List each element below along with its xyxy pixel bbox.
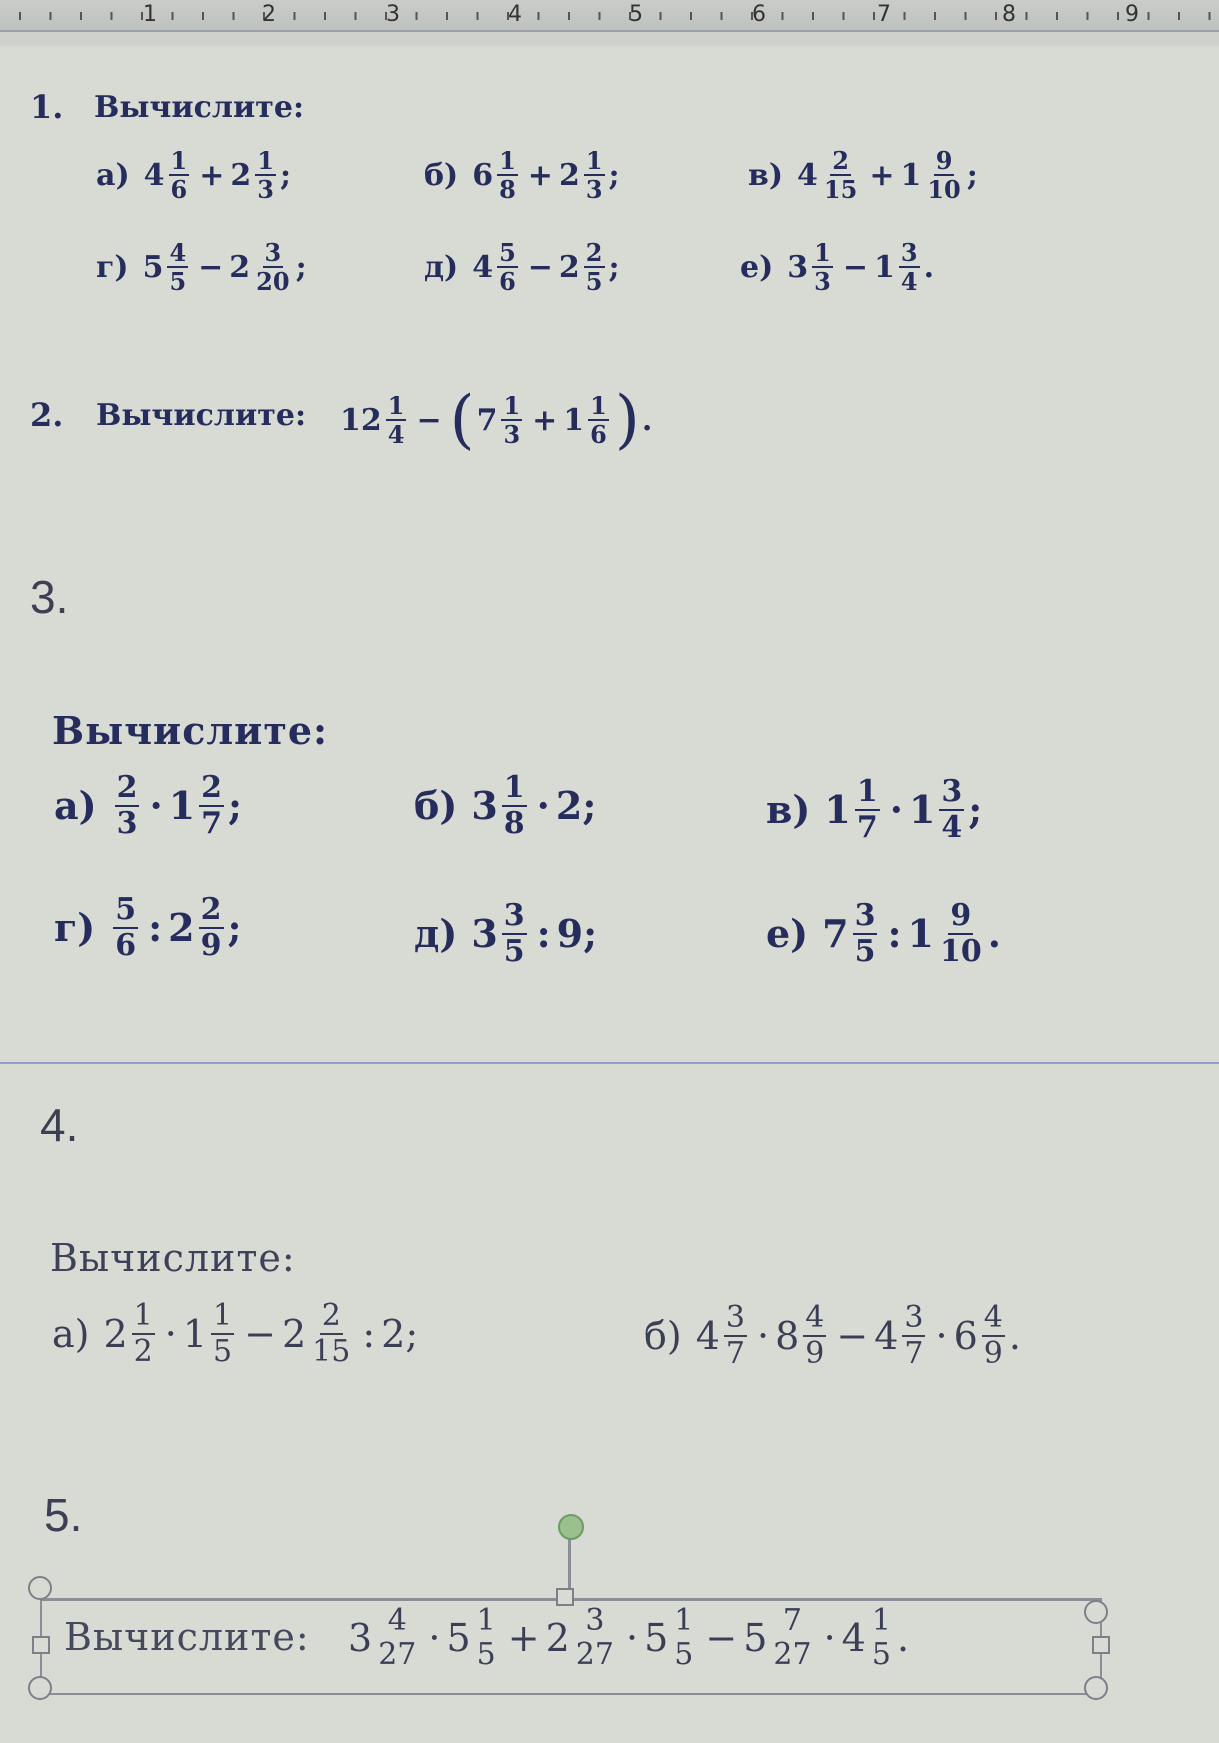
punctuation: ; [583, 911, 598, 956]
whole-number: 6 [472, 157, 494, 193]
numerator: 1 [503, 770, 525, 805]
whole-number: 1 [908, 787, 936, 832]
fraction [199, 894, 224, 961]
numerator: 9 [950, 898, 972, 933]
ruler-ticks [0, 0, 1219, 30]
whole-number: 8 [775, 1313, 800, 1358]
whole-number: 2 [558, 157, 580, 193]
punctuation: ; [582, 783, 597, 828]
punctuation: ; [228, 783, 243, 828]
denominator: 15 [312, 1333, 351, 1369]
whole-number: 1 [874, 249, 895, 285]
denominator: 5 [854, 933, 876, 969]
expression-item [766, 900, 1001, 967]
fraction [497, 238, 518, 297]
ruler-number: 3 [386, 2, 400, 27]
operator: : [536, 911, 551, 956]
whole-number: 2 [558, 249, 580, 285]
expression-item [54, 894, 242, 961]
denominator: 6 [499, 267, 516, 297]
punctuation: ; [608, 249, 620, 285]
whole-number: 3 [471, 783, 498, 828]
item-label: е) [766, 911, 809, 956]
denominator: 4 [387, 420, 405, 449]
numerator: 1 [476, 1603, 496, 1638]
numerator: 2 [585, 238, 603, 267]
operator: : [362, 1311, 376, 1356]
task-number: 2. [30, 396, 64, 434]
whole-number: 4 [143, 157, 165, 193]
fraction [724, 1302, 747, 1369]
whole-number: 1 [907, 911, 934, 956]
item-label: а) [52, 1311, 90, 1356]
fraction [870, 1605, 893, 1670]
operator: · [625, 1615, 639, 1660]
punctuation: . [641, 402, 653, 438]
fraction [502, 900, 527, 967]
denominator: 5 [585, 267, 603, 297]
fraction [211, 1300, 234, 1367]
denominator: 6 [170, 175, 188, 205]
denominator: 9 [805, 1335, 825, 1371]
operator: · [149, 783, 163, 828]
denominator: 9 [200, 927, 222, 963]
fraction [588, 390, 609, 449]
operator: · [536, 783, 550, 828]
task-heading: Вычислите: [96, 398, 307, 433]
expression-item [740, 238, 935, 297]
item-label: а) [96, 157, 130, 193]
resize-handle-bottom-left[interactable] [28, 1676, 52, 1700]
right-parenthesis: ) [614, 383, 640, 457]
ruler-number: 7 [877, 2, 891, 27]
whole-number: 3 [787, 249, 809, 285]
denominator: 9 [983, 1335, 1003, 1371]
numerator: 1 [213, 1298, 233, 1333]
numerator: 3 [725, 1300, 745, 1335]
denominator: 27 [378, 1636, 417, 1672]
fraction [475, 1605, 498, 1670]
task-number: 5. [44, 1489, 83, 1541]
denominator: 20 [256, 267, 290, 297]
numerator: 7 [782, 1603, 803, 1638]
numerator: 3 [264, 238, 282, 267]
ruler-number: 5 [629, 2, 643, 27]
expression-item [414, 900, 597, 967]
denominator: 10 [927, 175, 961, 205]
numerator: 2 [832, 146, 849, 175]
numerator: 2 [200, 892, 222, 927]
whole-number: 5 [446, 1615, 471, 1660]
fraction [255, 146, 276, 205]
rotation-handle[interactable] [558, 1514, 584, 1540]
ruler-number: 4 [508, 2, 522, 27]
whole-number: 5 [142, 249, 164, 285]
expression-item [424, 146, 620, 205]
denominator: 10 [939, 933, 982, 969]
numerator: 1 [387, 390, 405, 420]
fraction [812, 238, 833, 297]
denominator: 7 [201, 805, 223, 841]
numerator: 4 [387, 1603, 407, 1638]
left-parenthesis: ( [449, 383, 475, 457]
fraction [132, 1300, 155, 1367]
whole-number: 2 [230, 157, 252, 193]
whole-number: 3 [348, 1615, 373, 1660]
whole-number: 1 [563, 402, 585, 438]
punctuation: . [1008, 1313, 1021, 1358]
whole-number: 7 [822, 911, 849, 956]
whole-number: 1 [824, 787, 851, 832]
task-heading: Вычислите: [52, 708, 329, 753]
horizontal-ruler[interactable] [0, 0, 1219, 32]
operator: · [164, 1311, 177, 1356]
operator: + [869, 157, 895, 193]
denominator: 7 [904, 1335, 924, 1371]
task-number: 4. [40, 1099, 79, 1151]
ruler-number: 1 [143, 2, 157, 27]
denominator: 5 [476, 1636, 496, 1672]
resize-handle-top-left[interactable] [28, 1576, 52, 1600]
resize-handle-bottom-right[interactable] [1084, 1676, 1108, 1700]
item-label: д) [414, 911, 458, 956]
numerator: 1 [814, 238, 831, 267]
operator: : [148, 905, 163, 950]
numerator: 9 [935, 146, 953, 175]
operator: − [842, 249, 868, 285]
denominator: 5 [674, 1636, 694, 1672]
numerator: 5 [499, 238, 516, 267]
numerator: 1 [170, 146, 188, 175]
item-label: д) [424, 249, 459, 285]
denominator: 6 [115, 927, 137, 963]
task-number: 1. [30, 88, 64, 126]
operator: − [198, 249, 224, 285]
fraction [310, 1300, 352, 1367]
expression-item [748, 146, 978, 205]
whole-number: 4 [695, 1313, 720, 1358]
whole-number: 2 [229, 249, 251, 285]
operator: − [705, 1615, 738, 1660]
operator: · [756, 1313, 770, 1358]
operator: · [823, 1615, 836, 1660]
punctuation: ; [966, 157, 978, 193]
denominator: 3 [585, 175, 603, 205]
numerator: 1 [674, 1603, 694, 1638]
punctuation: ; [608, 157, 620, 193]
fraction [902, 1302, 925, 1369]
item-label: б) [424, 157, 459, 193]
expression [340, 383, 653, 457]
punctuation: . [896, 1615, 910, 1660]
whole-number: 1 [168, 783, 196, 828]
fraction [113, 894, 138, 961]
fraction [167, 238, 188, 297]
fraction [853, 900, 878, 967]
item-label: б) [644, 1313, 682, 1358]
expression-item [414, 772, 596, 839]
operator: + [199, 157, 225, 193]
whole-number: 2 [545, 1615, 570, 1660]
operator: · [428, 1615, 441, 1660]
fraction [501, 390, 522, 449]
numerator: 2 [321, 1298, 341, 1333]
item-label: в) [766, 787, 811, 832]
whole-number: 1 [900, 157, 922, 193]
expression-item [52, 1300, 418, 1367]
numerator: 4 [805, 1300, 825, 1335]
expression [348, 1605, 909, 1670]
denominator: 27 [773, 1636, 812, 1672]
denominator: 15 [823, 175, 858, 205]
fraction [497, 146, 518, 205]
denominator: 5 [871, 1636, 891, 1672]
numerator: 3 [904, 1300, 924, 1335]
whole-number: 12 [340, 402, 382, 438]
item-label: а) [54, 783, 97, 828]
denominator: 8 [503, 805, 525, 841]
punctuation: ; [227, 905, 242, 950]
numerator: 1 [503, 390, 521, 420]
fraction [982, 1302, 1005, 1369]
denominator: 5 [503, 933, 525, 969]
punctuation: . [923, 249, 935, 285]
punctuation: ; [405, 1311, 419, 1356]
resize-handle-left[interactable] [32, 1636, 50, 1654]
operator: + [527, 157, 553, 193]
numerator: 3 [941, 774, 963, 809]
denominator: 3 [814, 267, 831, 297]
page-divider [0, 1062, 1219, 1064]
fraction [803, 1302, 826, 1369]
operator: − [244, 1311, 276, 1356]
numerator: 4 [169, 238, 187, 267]
punctuation: . [987, 911, 1001, 956]
denominator: 27 [575, 1636, 614, 1672]
fraction [899, 238, 920, 297]
numerator: 4 [983, 1300, 1003, 1335]
expression-item [424, 238, 620, 297]
numerator: 1 [257, 146, 274, 175]
fraction [254, 238, 291, 297]
numerator: 2 [201, 770, 223, 805]
ruler-number: 8 [1002, 2, 1016, 27]
resize-handle-top-right[interactable] [1084, 1600, 1108, 1624]
fraction [672, 1605, 695, 1670]
numerator: 1 [585, 146, 603, 175]
text-box[interactable] [40, 1598, 1102, 1695]
ruler-number: 9 [1125, 2, 1139, 27]
item-label: в) [748, 157, 784, 193]
expression-item [54, 772, 242, 839]
denominator: 3 [503, 420, 521, 449]
whole-number: 2 [281, 1311, 307, 1356]
task-heading: Вычислите: [50, 1236, 296, 1280]
operator: − [836, 1313, 869, 1358]
fraction [115, 772, 140, 839]
whole-number: 2 [555, 783, 583, 828]
fraction [855, 776, 880, 843]
denominator: 8 [499, 175, 516, 205]
whole-number: 6 [953, 1313, 978, 1358]
whole-number: 7 [476, 402, 498, 438]
ruler-number: 2 [262, 2, 276, 27]
fraction [169, 146, 190, 205]
task-heading: Вычислите: [64, 1615, 310, 1659]
ruler-number: 6 [752, 2, 766, 27]
fraction [925, 146, 962, 205]
whole-number: 2 [381, 1311, 406, 1356]
resize-handle-top[interactable] [556, 1588, 574, 1606]
numerator: 3 [503, 898, 525, 933]
operator: · [889, 787, 903, 832]
fraction [822, 146, 859, 205]
operator: − [416, 402, 442, 438]
numerator: 2 [116, 770, 138, 805]
expression-item [766, 776, 982, 843]
fraction [376, 1605, 418, 1670]
denominator: 6 [590, 420, 607, 449]
denominator: 2 [133, 1333, 153, 1369]
denominator: 7 [725, 1335, 745, 1371]
numerator: 3 [900, 238, 918, 267]
denominator: 3 [116, 805, 138, 841]
whole-number: 2 [168, 905, 195, 950]
numerator: 1 [133, 1298, 153, 1333]
denominator: 3 [257, 175, 274, 205]
fraction [199, 772, 224, 839]
denominator: 4 [900, 267, 918, 297]
whole-number: 5 [743, 1615, 768, 1660]
numerator: 3 [854, 898, 876, 933]
fraction [938, 900, 984, 967]
whole-number: 5 [644, 1615, 669, 1660]
whole-number: 2 [103, 1311, 128, 1356]
punctuation: ; [968, 787, 983, 832]
expression-item [644, 1302, 1021, 1369]
numerator: 3 [585, 1603, 605, 1638]
fraction [584, 238, 605, 297]
denominator: 7 [856, 809, 878, 845]
operator: − [527, 249, 553, 285]
numerator: 1 [499, 146, 516, 175]
whole-number: 4 [874, 1313, 899, 1358]
denominator: 4 [941, 809, 963, 845]
task-heading: Вычислите: [94, 90, 305, 125]
task-number: 3. [30, 571, 69, 623]
expression-item [96, 238, 307, 297]
numerator: 1 [871, 1603, 891, 1638]
resize-handle-right[interactable] [1092, 1636, 1110, 1654]
punctuation: ; [295, 249, 307, 285]
fraction [771, 1605, 813, 1670]
whole-number: 3 [471, 911, 498, 956]
item-label: б) [414, 783, 458, 828]
whole-number: 1 [182, 1311, 208, 1356]
item-label: е) [740, 249, 774, 285]
item-label: г) [96, 249, 129, 285]
operator: + [507, 1615, 540, 1660]
numerator: 5 [115, 892, 137, 927]
denominator: 5 [169, 267, 187, 297]
operator: + [532, 402, 558, 438]
punctuation: ; [279, 157, 292, 193]
fraction [584, 146, 605, 205]
cropped-text-strip [0, 32, 1219, 46]
fraction [386, 390, 407, 449]
whole-number: 4 [797, 157, 818, 193]
fraction [939, 776, 964, 843]
whole-number: 4 [472, 249, 494, 285]
fraction [502, 772, 527, 839]
whole-number: 4 [841, 1615, 866, 1660]
numerator: 1 [856, 774, 878, 809]
expression-item [96, 146, 292, 205]
item-label: г) [54, 905, 96, 950]
operator: : [887, 911, 902, 956]
numerator: 1 [590, 390, 607, 420]
fraction [574, 1605, 616, 1670]
whole-number: 9 [556, 911, 584, 956]
operator: · [935, 1313, 948, 1358]
denominator: 5 [213, 1333, 233, 1369]
